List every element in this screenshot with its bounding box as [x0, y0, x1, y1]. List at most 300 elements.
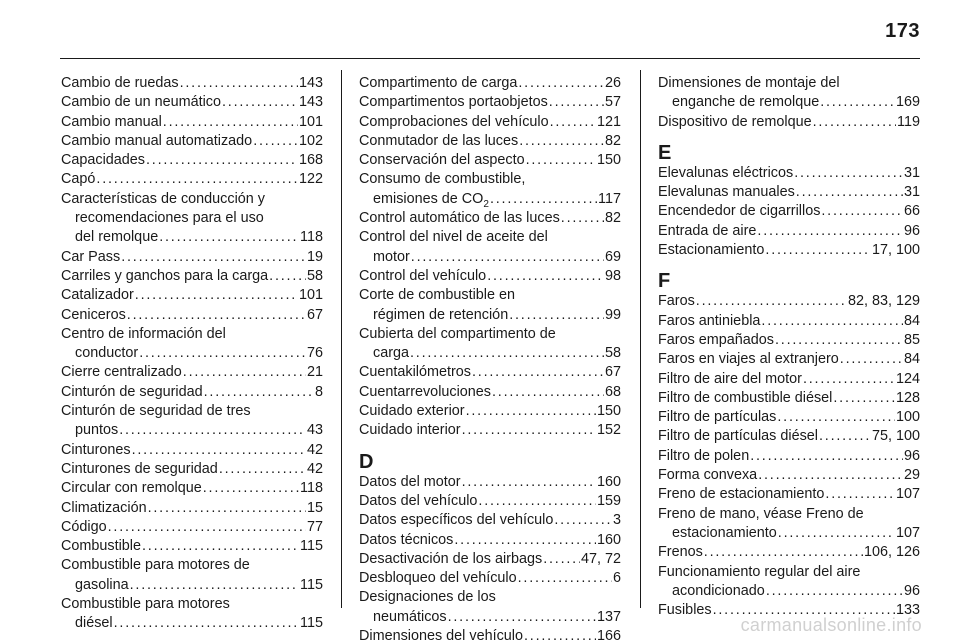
index-entry-line	[61, 479, 323, 498]
index-term: Cinturones de seguridad	[61, 460, 218, 477]
index-page-ref: 3	[612, 512, 621, 529]
index-term: Características de conducción y	[61, 190, 265, 207]
index-entry-line	[61, 460, 323, 479]
index-entry-line	[61, 499, 323, 518]
index-term: Ceniceros	[61, 306, 126, 323]
index-entry-line	[61, 190, 323, 209]
dot-leader	[472, 363, 604, 382]
index-term: Datos del vehículo	[359, 492, 478, 509]
index-entry-line	[359, 151, 621, 170]
index-term: Control del nivel de aceite del	[359, 229, 548, 246]
index-page-ref: 101	[298, 287, 323, 304]
index-page-ref: 58	[604, 345, 621, 362]
index-entry	[359, 492, 621, 511]
dot-leader	[203, 479, 299, 498]
index-page-ref: 82	[604, 210, 621, 227]
dot-leader	[766, 582, 903, 601]
index-entry-line	[61, 441, 323, 460]
index-entry	[359, 267, 621, 286]
index-letter-heading: F	[658, 270, 671, 293]
index-column-1	[61, 74, 323, 634]
index-term: Frenos	[658, 544, 703, 561]
index-entry-line	[61, 267, 323, 286]
index-entry	[658, 408, 920, 427]
dot-leader	[219, 460, 306, 479]
index-entry-line	[359, 286, 621, 305]
index-entry	[61, 556, 323, 595]
index-entry-line	[359, 627, 621, 642]
dot-leader	[462, 473, 596, 492]
index-page-ref: 31	[903, 164, 920, 181]
dot-leader	[819, 427, 871, 446]
dot-leader	[448, 608, 596, 627]
index-term: motor	[373, 248, 410, 265]
index-page-ref: 166	[596, 628, 621, 642]
dot-leader	[135, 286, 298, 305]
index-entry	[61, 267, 323, 286]
index-term: Encendedor de cigarrillos	[658, 203, 821, 220]
index-page-ref: 150	[596, 152, 621, 169]
index-entry-line	[658, 93, 920, 112]
index-term: Dimensiones del vehículo	[359, 628, 523, 642]
index-page-ref: 42	[306, 441, 323, 458]
index-term: Elevalunas eléctricos	[658, 164, 794, 181]
index-entry-line	[658, 563, 920, 582]
index-entry-line	[658, 543, 920, 562]
index-page-ref: 82	[604, 132, 621, 149]
index-entry-line	[359, 306, 621, 325]
index-entry-line	[359, 383, 621, 402]
index-term: Control automático de las luces	[359, 210, 560, 227]
index-term: Capacidades	[61, 152, 146, 169]
index-entry-line	[658, 485, 920, 504]
index-entry-line	[658, 183, 920, 202]
index-entry-line	[61, 383, 323, 402]
index-term: Desactivación de los airbags	[359, 550, 543, 567]
index-term: diésel	[75, 615, 113, 632]
dot-leader	[146, 151, 298, 170]
index-entry	[658, 331, 920, 350]
index-page-ref: 137	[596, 608, 621, 625]
index-entry	[658, 202, 920, 221]
index-entry-line	[61, 344, 323, 363]
index-entry-line	[61, 556, 323, 575]
index-entry-line	[61, 151, 323, 170]
index-entry	[61, 306, 323, 325]
index-page-ref: 69	[604, 248, 621, 265]
dot-leader	[253, 132, 298, 151]
index-page-ref: 128	[895, 389, 920, 406]
dot-leader	[554, 511, 612, 530]
index-term: Conmutador de las luces	[359, 132, 519, 149]
index-term: Filtro de partículas diésel	[658, 428, 818, 445]
index-term: Filtro de aire del motor	[658, 370, 802, 387]
index-term: del remolque	[75, 229, 159, 246]
dot-leader	[454, 531, 596, 550]
index-entry-line	[61, 209, 323, 228]
index-entry-line	[61, 537, 323, 556]
dot-leader	[478, 492, 596, 511]
dot-leader	[765, 241, 871, 260]
index-entry-line	[658, 524, 920, 543]
dot-leader	[108, 518, 306, 537]
dot-leader	[757, 222, 903, 241]
index-entry-line	[359, 473, 621, 492]
index-term: Control del vehículo	[359, 267, 487, 284]
index-entry	[61, 363, 323, 382]
index-term: Conservación del aspecto	[359, 152, 525, 169]
index-page-ref: 75, 100	[871, 428, 920, 445]
index-entry	[658, 485, 920, 504]
index-entry-line	[658, 292, 920, 311]
index-term: Cuidado interior	[359, 422, 461, 439]
index-term: Estacionamiento	[658, 242, 765, 259]
index-entry-line	[61, 306, 323, 325]
index-page-ref: 168	[298, 152, 323, 169]
index-page-ref: 68	[604, 383, 621, 400]
index-term: puntos	[75, 422, 119, 439]
index-page-ref: 122	[298, 171, 323, 188]
dot-leader	[487, 267, 604, 286]
dot-leader	[549, 93, 604, 112]
index-term: Filtro de partículas	[658, 409, 777, 426]
index-entry	[61, 595, 323, 634]
index-term: Cambio manual automatizado	[61, 132, 253, 149]
index-page-ref: 85	[903, 331, 920, 348]
dot-leader	[526, 151, 596, 170]
index-entry-line	[359, 209, 621, 228]
index-entry	[658, 292, 920, 311]
index-term: Cuidado exterior	[359, 403, 465, 420]
index-entry-line	[61, 363, 323, 382]
index-entry	[61, 537, 323, 556]
index-term: Cierre centralizado	[61, 364, 182, 381]
index-entry	[658, 427, 920, 446]
dot-leader	[518, 569, 612, 588]
index-entry-line	[61, 228, 323, 247]
index-term: Código	[61, 518, 107, 535]
index-page-ref: 160	[596, 531, 621, 548]
index-entry-line	[61, 325, 323, 344]
index-entry	[359, 209, 621, 228]
index-term: Cinturón de seguridad de tres	[61, 403, 251, 420]
index-entry-line	[658, 202, 920, 221]
index-entry-line	[658, 408, 920, 427]
index-entry	[658, 164, 920, 183]
dot-leader	[821, 202, 903, 221]
index-term: Climatización	[61, 499, 147, 516]
index-entry	[359, 113, 621, 132]
index-entry	[359, 627, 621, 642]
index-page-ref: 117	[598, 190, 621, 207]
index-page-ref: 107	[895, 524, 920, 541]
index-entry	[61, 190, 323, 248]
index-entry	[359, 325, 621, 364]
index-entry	[658, 113, 920, 132]
index-entry-line	[359, 511, 621, 530]
index-column-3	[658, 74, 920, 620]
index-term: Circular con remolque	[61, 480, 202, 497]
index-page-ref: 107	[895, 486, 920, 503]
dot-leader	[519, 132, 604, 151]
index-entry	[61, 113, 323, 132]
index-page-ref: 118	[300, 229, 323, 246]
index-page-ref: 124	[895, 370, 920, 387]
index-entry-line	[61, 132, 323, 151]
page-number: 173	[885, 20, 920, 42]
index-term: estacionamiento	[672, 524, 777, 541]
index-term: Funcionamiento regular del aire	[658, 563, 861, 580]
index-page-ref: 160	[596, 473, 621, 490]
index-entry-line	[658, 427, 920, 446]
index-page-ref: 98	[604, 267, 621, 284]
index-page-ref: 15	[306, 499, 323, 516]
dot-leader	[410, 344, 604, 363]
index-page-ref: 121	[596, 113, 621, 130]
index-entry-line	[359, 402, 621, 421]
index-page-ref: 82, 83, 129	[847, 293, 920, 310]
index-term: Cuentarrevoluciones	[359, 383, 491, 400]
index-entry	[359, 402, 621, 421]
index-entry	[61, 441, 323, 460]
index-term: Combustible para motores de	[61, 557, 250, 574]
index-entry	[359, 550, 621, 569]
index-entry-line	[61, 248, 323, 267]
index-entry	[658, 350, 920, 369]
dot-leader	[127, 306, 306, 325]
index-page-ref: 96	[903, 222, 920, 239]
index-page-ref: 58	[306, 267, 323, 284]
dot-leader	[466, 402, 596, 421]
index-entry	[359, 421, 621, 440]
index-term: Centro de información del	[61, 325, 226, 342]
index-entry	[61, 170, 323, 189]
index-term: gasolina	[75, 576, 129, 593]
index-entry-line	[658, 447, 920, 466]
index-entry	[61, 132, 323, 151]
index-entry-line	[658, 312, 920, 331]
index-page-ref: 6	[612, 570, 621, 587]
index-page-ref: 133	[895, 602, 920, 619]
index-entry-line	[359, 74, 621, 93]
index-entry	[61, 74, 323, 93]
index-entry	[658, 505, 920, 544]
index-entry	[61, 248, 323, 267]
dot-leader	[820, 93, 895, 112]
index-page-ref: 31	[903, 184, 920, 201]
index-entry-line	[359, 588, 621, 607]
index-term: Dispositivo de remolque	[658, 113, 812, 130]
dot-leader	[794, 164, 903, 183]
dot-leader	[758, 466, 903, 485]
index-entry	[658, 389, 920, 408]
index-term: Capó	[61, 171, 96, 188]
index-entry	[359, 93, 621, 112]
index-entry-line	[61, 421, 323, 440]
index-page-ref: 143	[298, 75, 323, 91]
index-entry-line	[359, 93, 621, 112]
index-page-ref: 29	[903, 467, 920, 484]
dot-leader	[543, 550, 580, 569]
index-page-ref: 67	[306, 306, 323, 323]
index-entry-line	[359, 325, 621, 344]
dot-leader	[159, 228, 299, 247]
dot-leader	[561, 209, 604, 228]
index-entry-line	[61, 74, 323, 93]
index-term: conductor	[75, 345, 139, 362]
index-term: Faros	[658, 293, 695, 310]
dot-leader	[96, 170, 298, 189]
index-term: Faros antiniebla	[658, 312, 761, 329]
index-term: Cuentakilómetros	[359, 364, 471, 381]
index-page-ref: 169	[895, 94, 920, 111]
index-column-2	[359, 74, 621, 642]
index-term: Faros en viajes al extranjero	[658, 351, 839, 368]
index-letter-heading: D	[359, 450, 374, 473]
index-entry	[359, 531, 621, 550]
dot-leader	[180, 74, 298, 93]
index-page-ref: 66	[903, 203, 920, 220]
dot-leader	[696, 292, 847, 311]
index-entry-line	[61, 595, 323, 614]
index-term: Dimensiones de montaje del	[658, 75, 840, 91]
dot-leader	[492, 383, 604, 402]
index-term: Filtro de polen	[658, 447, 750, 464]
index-entry	[61, 286, 323, 305]
index-entry-line	[658, 241, 920, 260]
index-term: Cubierta del compartimento de	[359, 325, 556, 342]
index-term: Entrada de aire	[658, 222, 757, 239]
dot-leader	[462, 421, 596, 440]
column-divider	[640, 70, 641, 608]
index-entry	[658, 543, 920, 562]
index-entry	[658, 370, 920, 389]
index-entry	[359, 588, 621, 627]
dot-leader	[550, 113, 596, 132]
index-page-ref: 99	[604, 306, 621, 323]
index-term: régimen de retención	[373, 306, 509, 323]
index-page-ref: 102	[298, 132, 323, 149]
index-entry-line	[61, 286, 323, 305]
index-page-ref: 96	[903, 447, 920, 464]
dot-leader	[777, 408, 895, 427]
index-page-ref: 67	[604, 364, 621, 381]
dot-leader	[509, 306, 604, 325]
index-entry-line	[359, 344, 621, 363]
index-term: carga	[373, 345, 409, 362]
index-term: Filtro de combustible diésel	[658, 389, 833, 406]
index-page-ref: 119	[897, 113, 920, 130]
index-entry	[61, 325, 323, 364]
index-term: Datos específicos del vehículo	[359, 512, 554, 529]
dot-leader	[269, 267, 306, 286]
index-entry	[658, 74, 920, 113]
index-page-ref: 115	[300, 576, 323, 593]
index-page-ref: 43	[306, 422, 323, 439]
index-page-ref: 84	[903, 351, 920, 368]
watermark: carmanualsonline.info	[740, 615, 922, 635]
index-page-ref: 100	[895, 409, 920, 426]
index-entry-line	[359, 550, 621, 569]
dot-leader	[524, 627, 596, 642]
index-entry-line	[359, 421, 621, 440]
index-entry	[359, 511, 621, 530]
index-entry-line	[61, 93, 323, 112]
index-entry	[359, 151, 621, 170]
index-term: Designaciones de los	[359, 589, 496, 606]
index-term: Cinturón de seguridad	[61, 383, 203, 400]
dot-leader	[778, 524, 895, 543]
dot-leader	[750, 447, 903, 466]
index-page-ref: 101	[298, 113, 323, 130]
dot-leader	[840, 350, 903, 369]
index-page-ref: 106, 126	[863, 544, 920, 561]
index-page-ref: 47, 72	[580, 550, 621, 567]
index-page-ref: 57	[604, 94, 621, 111]
index-entry	[359, 74, 621, 93]
index-entry	[658, 183, 920, 202]
dot-leader	[222, 93, 298, 112]
index-term: Compartimentos portaobjetos	[359, 94, 548, 111]
dot-leader	[119, 421, 306, 440]
index-entry	[359, 170, 621, 209]
index-page-ref: 8	[314, 383, 323, 400]
index-term: Forma convexa	[658, 467, 758, 484]
index-term: recomendaciones para el uso	[75, 210, 264, 227]
index-letter-heading: E	[658, 141, 672, 164]
index-term: Combustible	[61, 538, 141, 555]
index-term: enganche de remolque	[672, 94, 820, 111]
index-entry-line	[658, 389, 920, 408]
column-divider	[341, 70, 342, 608]
index-term: Carriles y ganchos para la carga	[61, 267, 269, 284]
index-term: Consumo de combustible,	[359, 171, 526, 188]
index-page-ref: 19	[306, 248, 323, 265]
index-page-ref: 26	[604, 75, 621, 91]
dot-leader	[704, 543, 863, 562]
index-page-ref: 115	[300, 538, 323, 555]
dot-leader	[813, 113, 896, 132]
index-entry	[61, 460, 323, 479]
dot-leader	[130, 576, 299, 595]
dot-leader	[761, 312, 903, 331]
index-entry	[359, 132, 621, 151]
index-entry-line	[359, 363, 621, 382]
dot-leader	[142, 537, 299, 556]
dot-leader	[121, 248, 306, 267]
index-entry-line	[658, 466, 920, 485]
index-entry-line	[359, 170, 621, 189]
dot-leader	[163, 113, 298, 132]
index-entry-line	[658, 505, 920, 524]
index-entry-line	[359, 608, 621, 627]
index-term: Elevalunas manuales	[658, 184, 795, 201]
dot-leader	[114, 614, 299, 633]
index-entry-line	[658, 350, 920, 369]
index-entry	[658, 466, 920, 485]
index-entry-line	[359, 569, 621, 588]
index-entry	[658, 447, 920, 466]
index-term: Comprobaciones del vehículo	[359, 113, 549, 130]
index-entry	[61, 499, 323, 518]
index-entry-line	[359, 132, 621, 151]
index-term: Faros empañados	[658, 331, 774, 348]
index-term: Compartimento de carga	[359, 75, 518, 91]
index-entry-line	[359, 190, 621, 209]
header-rule	[60, 58, 920, 59]
index-page-ref: 115	[300, 615, 323, 632]
index-entry	[61, 383, 323, 402]
